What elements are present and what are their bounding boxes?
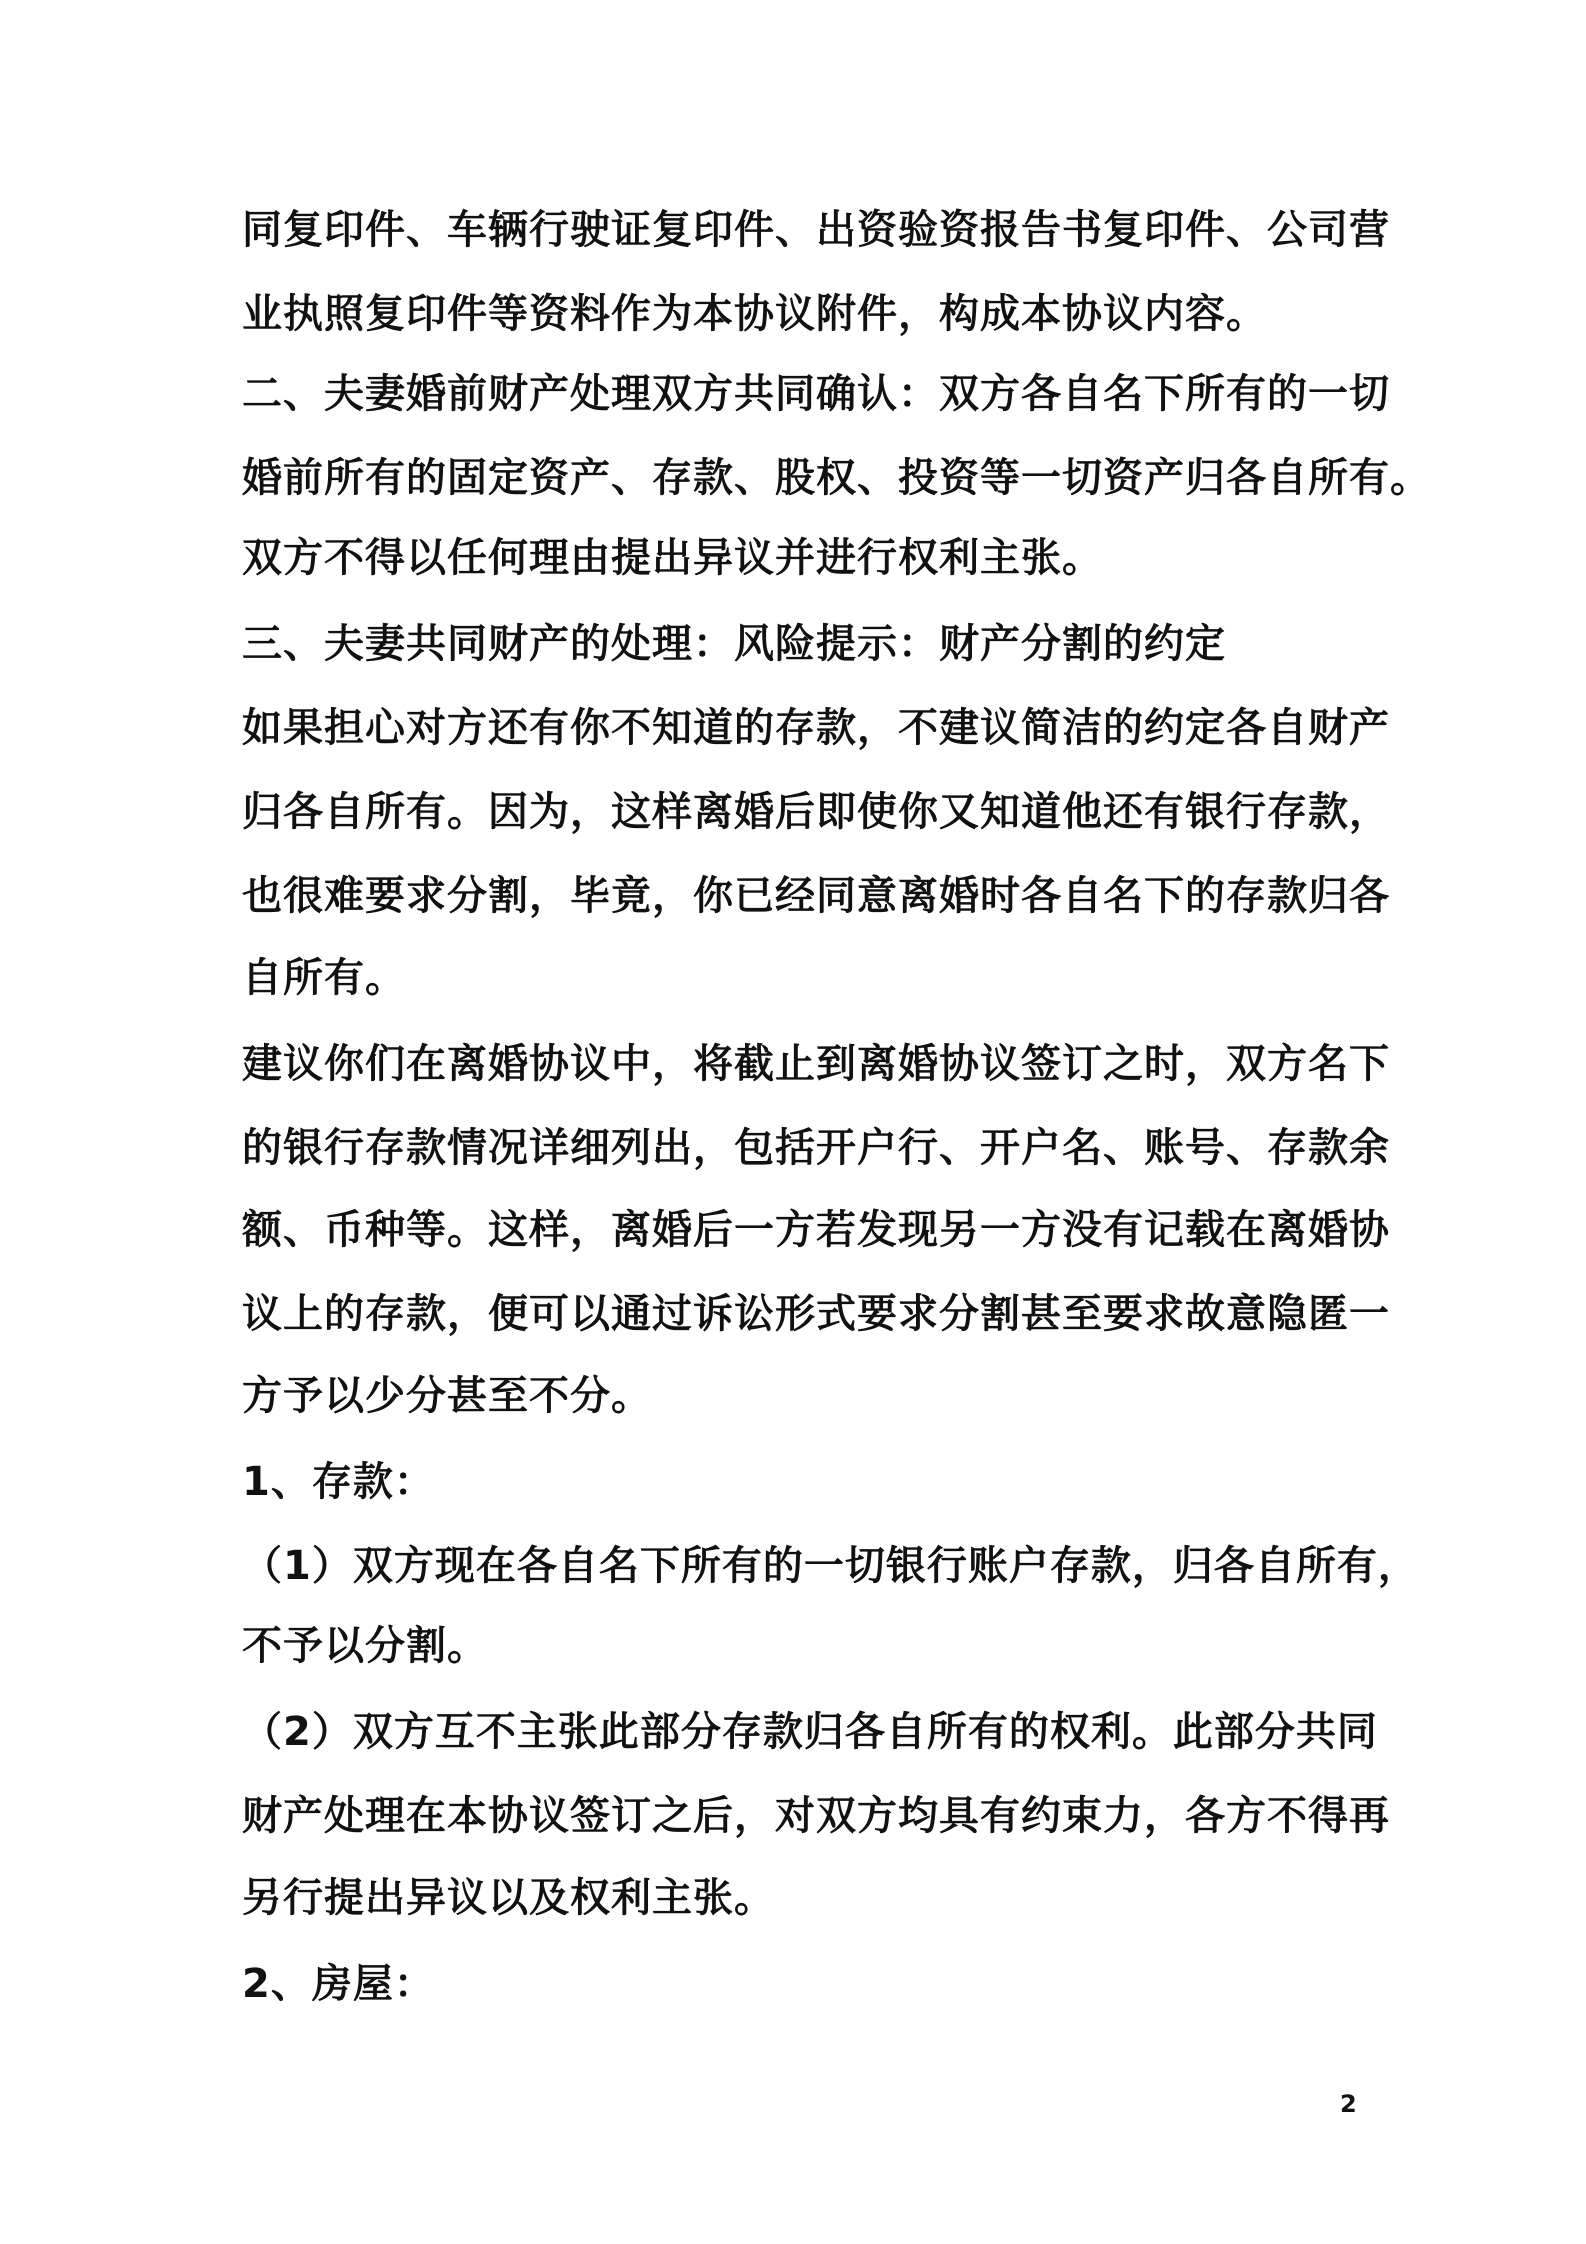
text-line: 建议你们在离婚协议中，将截止到离婚协议签订之时，双方名下: [242, 1041, 1390, 1087]
text-line: 业执照复印件等资料作为本协议附件，构成本协议内容。: [242, 291, 1267, 337]
text-line: 不予以分割。: [242, 1623, 488, 1669]
text-line: 二、夫妻婚前财产处理双方共同确认：双方各自名下所有的一切: [242, 371, 1390, 417]
text-line: 同复印件、车辆行驶证复印件、出资验资报告书复印件、公司营: [242, 207, 1390, 253]
text-line: 双方不得以任何理由提出异议并进行权利主张。: [242, 535, 1103, 581]
text-line: 也很难要求分割，毕竟，你已经同意离婚时各自名下的存款归各: [242, 873, 1390, 919]
text-line: 额、币种等。这样，离婚后一方若发现另一方没有记载在离婚协: [242, 1207, 1390, 1253]
text-line: 的银行存款情况详细列出，包括开户行、开户名、账号、存款余: [242, 1125, 1390, 1171]
text-line: 1、存款：: [242, 1459, 435, 1505]
text-line: （1）双方现在各自名下所有的一切银行账户存款，归各自所有，: [242, 1543, 1419, 1589]
text-line: 三、夫妻共同财产的处理：风险提示：财产分割的约定: [242, 621, 1226, 667]
text-line: 议上的存款，便可以通过诉讼形式要求分割甚至要求故意隐匿一: [242, 1291, 1390, 1337]
page-number: 2: [1340, 2090, 1357, 2118]
text-line: 婚前所有的固定资产、存款、股权、投资等一切资产归各自所有。: [242, 455, 1431, 501]
text-line: 财产处理在本协议签订之后，对双方均具有约束力，各方不得再: [242, 1793, 1390, 1839]
text-line: （2）双方互不主张此部分存款归各自所有的权利。此部分共同: [242, 1709, 1378, 1755]
text-line: 归各自所有。因为，这样离婚后即使你又知道他还有银行存款，: [242, 789, 1390, 835]
text-line: 另行提出异议以及权利主张。: [242, 1875, 775, 1921]
text-line: 方予以少分甚至不分。: [242, 1373, 652, 1419]
text-line: 2、房屋：: [242, 1961, 435, 2007]
text-line: 如果担心对方还有你不知道的存款，不建议简洁的约定各自财产: [242, 705, 1390, 751]
text-line: 自所有。: [242, 955, 406, 1001]
